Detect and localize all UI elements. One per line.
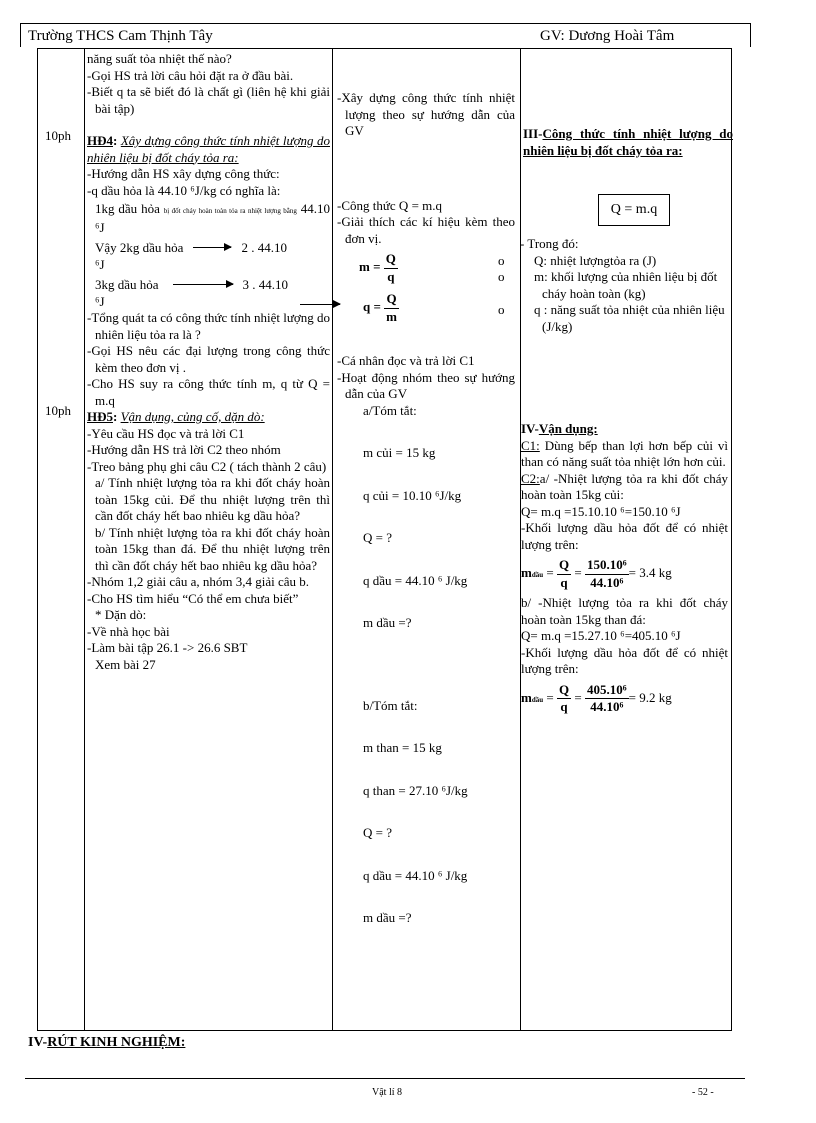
- text-line: q củi = 10.10 ⁶J/kg: [363, 487, 462, 503]
- text-line: -Tổng quát ta có công thức tính nhiệt lượng do nhiên liệu tỏa ra là ?: [87, 310, 331, 342]
- formula-m: m = $\frac{Q}{q}$: [359, 251, 396, 284]
- example-3kg: 3kg dầu hỏa 3 . 44.10: [95, 277, 289, 292]
- arrow-to-column-2: [300, 304, 340, 305]
- school-name: Trường THCS Cam Thịnh Tây: [28, 28, 213, 44]
- text-line: -Cá nhân đọc và trả lời C1: [337, 353, 475, 368]
- text-line: -Cho HS suy ra công thức tính m, q từ Q = m.q: [87, 376, 330, 408]
- text-line: ⁶J: [95, 293, 105, 309]
- table-col-divider-1: [84, 48, 85, 1031]
- text-line: b/Tóm tắt:: [363, 697, 418, 713]
- text-line: Q= m.q =15.10.10 ⁶=150.10 ⁶J: [521, 503, 681, 519]
- time-label-1: 10ph: [45, 128, 71, 143]
- text-line: - Trong đó:: [520, 236, 579, 251]
- text-line: Xem bài 27: [95, 656, 156, 672]
- text-line: -Giải thích các kí hiệu kèm theo đơn vị.: [337, 214, 515, 246]
- text-line: * Dặn dò:: [95, 607, 147, 622]
- text-line: b/ Tính nhiệt lượng tỏa ra khi đốt cháy hoàn toàn 15kg than đá. Để thu nhiệt lượng trên thì cần đốt cháy hết bao nhiêu kg dầu hỏa?: [95, 524, 330, 573]
- example-1kg: 1kg dầu hỏa bị đốt cháy hoàn toàn tỏa ra nhiệt lượng bằng 44.10 ⁶J: [95, 201, 331, 235]
- definition-item: o q : năng suất tỏa nhiệt của nhiên liệu (J/kg): [498, 302, 725, 334]
- page-number: - 52 -: [692, 1087, 714, 1098]
- text-line: -Gọi HS nêu các đại lượng trong công thức kèm theo đơn vị .: [87, 343, 330, 375]
- text-line: -q dầu hỏa là 44.10 ⁶J/kg có nghĩa là:: [87, 182, 281, 198]
- c2-part-a: C2:a/ -Nhiệt lượng tỏa ra khi đốt cháy hoàn toàn 15kg củi:: [521, 470, 728, 502]
- text-line: -Về nhà học bài: [87, 623, 170, 639]
- formula-box: Q = m.q: [598, 194, 670, 226]
- text-line: q than = 27.10 ⁶J/kg: [363, 782, 468, 798]
- c1-answer: C1: Dùng bếp than lợi hơn bếp củi vì than có năng suất tỏa nhiệt lớn hơn củi.: [521, 437, 728, 469]
- hd5-heading: HĐ5: Vận dụng, củng cố, dặn dò:: [87, 409, 265, 424]
- text-line: -Khối lượng dầu hỏa đốt để có nhiệt lượng trên:: [521, 520, 728, 552]
- section-4-heading: IV-Vận dụng:: [521, 421, 598, 436]
- text-line: m củi = 15 kg: [363, 445, 436, 460]
- result-a: mdầu = $\frac{Q}{q}$ = $\frac{\text{150.10⁶}}{\text{44.10⁶}}$ = 3.4 kg: [521, 557, 672, 590]
- text-line: q dầu = 44.10 ⁶ J/kg: [363, 867, 468, 883]
- text-line: Q= m.q =15.27.10 ⁶=405.10 ⁶J: [521, 628, 681, 643]
- table-right-border: [731, 48, 732, 1031]
- definitions: [498, 236, 732, 335]
- text-line: -Hướng dẫn HS xây dựng công thức:: [87, 166, 280, 181]
- text-line: -Biết q ta sẽ biết đó là chất gì (liên hệ khi giải bài tập): [87, 84, 330, 116]
- text-line: -Xây dựng công thức tính nhiệt lượng theo sự hướng dẫn của GV: [337, 90, 515, 138]
- content-column: [523, 126, 733, 159]
- result-b: mdầu = $\frac{Q}{q}$ = $\frac{\text{405.10⁶}}{\text{44.10⁶}}$ = 9.2 kg: [521, 681, 672, 714]
- text-line: -Yêu cầu HS đọc và trả lời C1: [87, 425, 245, 441]
- application-section: [521, 421, 728, 716]
- formula-q: q = $\frac{Q}{m}$: [363, 291, 397, 324]
- summary-b: [337, 698, 515, 927]
- text-line: ⁶J: [95, 256, 105, 272]
- text-line: -Công thức Q = m.q: [337, 197, 443, 213]
- time-label-2: 10ph: [45, 403, 71, 418]
- teacher-name: GV: Dương Hoài Tâm: [540, 28, 675, 44]
- text-line: -Làm bài tập 26.1 -> 26.6 SBT: [87, 640, 248, 655]
- text-line: -Hướng dẫn HS trả lời C2 theo nhóm: [87, 442, 281, 457]
- text-line: a/ Tính nhiệt lượng tỏa ra khi đốt cháy hoàn toàn 15kg củi. Để thu nhiệt lượng trên thì cần đốt cháy hết bao nhiêu kg dầu hỏa?: [95, 475, 330, 523]
- text-line: Q = ?: [363, 530, 392, 545]
- student-activity-column: [337, 90, 515, 927]
- table-left-border: [37, 48, 38, 1031]
- text-line: m dầu =?: [363, 910, 412, 925]
- footer-subject: Vật lí 8: [372, 1087, 402, 1098]
- table-col-divider-2: [332, 48, 333, 1031]
- definition-item: o m: khối lượng của nhiên liệu bị đốt cháy hoàn toàn (kg): [498, 269, 718, 301]
- text-line: năng suất tỏa nhiệt thế nào?: [87, 51, 232, 66]
- section-3-heading: III-Công thức tính nhiệt lượng do nhiên liệu bị đốt cháy tỏa ra:: [523, 126, 733, 158]
- text-line: Q = ?: [363, 825, 392, 840]
- definition-item: o Q: nhiệt lượngtỏa ra (J): [498, 252, 657, 268]
- text-line: m than = 15 kg: [363, 740, 442, 755]
- teacher-activity-column: [87, 51, 330, 673]
- text-line: -Cho HS tìm hiểu “Có thể em chưa biết”: [87, 590, 299, 606]
- header-right-rule: [750, 23, 751, 47]
- example-2kg: Vậy 2kg dầu hỏa 2 . 44.10: [95, 240, 287, 255]
- text-line: -Nhóm 1,2 giải câu a, nhóm 3,4 giải câu b.: [87, 574, 310, 589]
- header-left-rule: [20, 23, 21, 47]
- text-line: -Treo bảng phụ ghi câu C2 ( tách thành 2 câu): [87, 458, 327, 474]
- text-line: a/Tóm tắt:: [363, 402, 417, 418]
- footer-rule: [25, 1078, 745, 1079]
- hd4-heading: HĐ4: Xây dựng công thức tính nhiệt lượng do nhiên liệu bị đốt cháy tỏa ra:: [87, 133, 330, 165]
- text-line: -Hoạt động nhóm theo sự hướng dẫn của GV: [337, 369, 515, 401]
- text-line: q dầu = 44.10 ⁶ J/kg: [363, 572, 468, 588]
- table-top-border: [37, 48, 732, 49]
- table-bottom-border: [37, 1030, 732, 1031]
- text-line: -Khối lượng dầu hỏa đốt để có nhiệt lượng trên:: [521, 644, 728, 676]
- header-top-rule: [20, 23, 751, 24]
- text-line: -Gọi HS trả lời câu hỏi đặt ra ở đầu bài.: [87, 67, 294, 83]
- text-line: m dầu =?: [363, 615, 412, 630]
- experience-heading: IV-RÚT KINH NGHIỆM:: [28, 1035, 186, 1050]
- summary-a: [337, 403, 515, 632]
- c2-part-b: b/ -Nhiệt lượng tỏa ra khi đốt cháy hoàn toàn 15kg than đá:: [521, 595, 728, 627]
